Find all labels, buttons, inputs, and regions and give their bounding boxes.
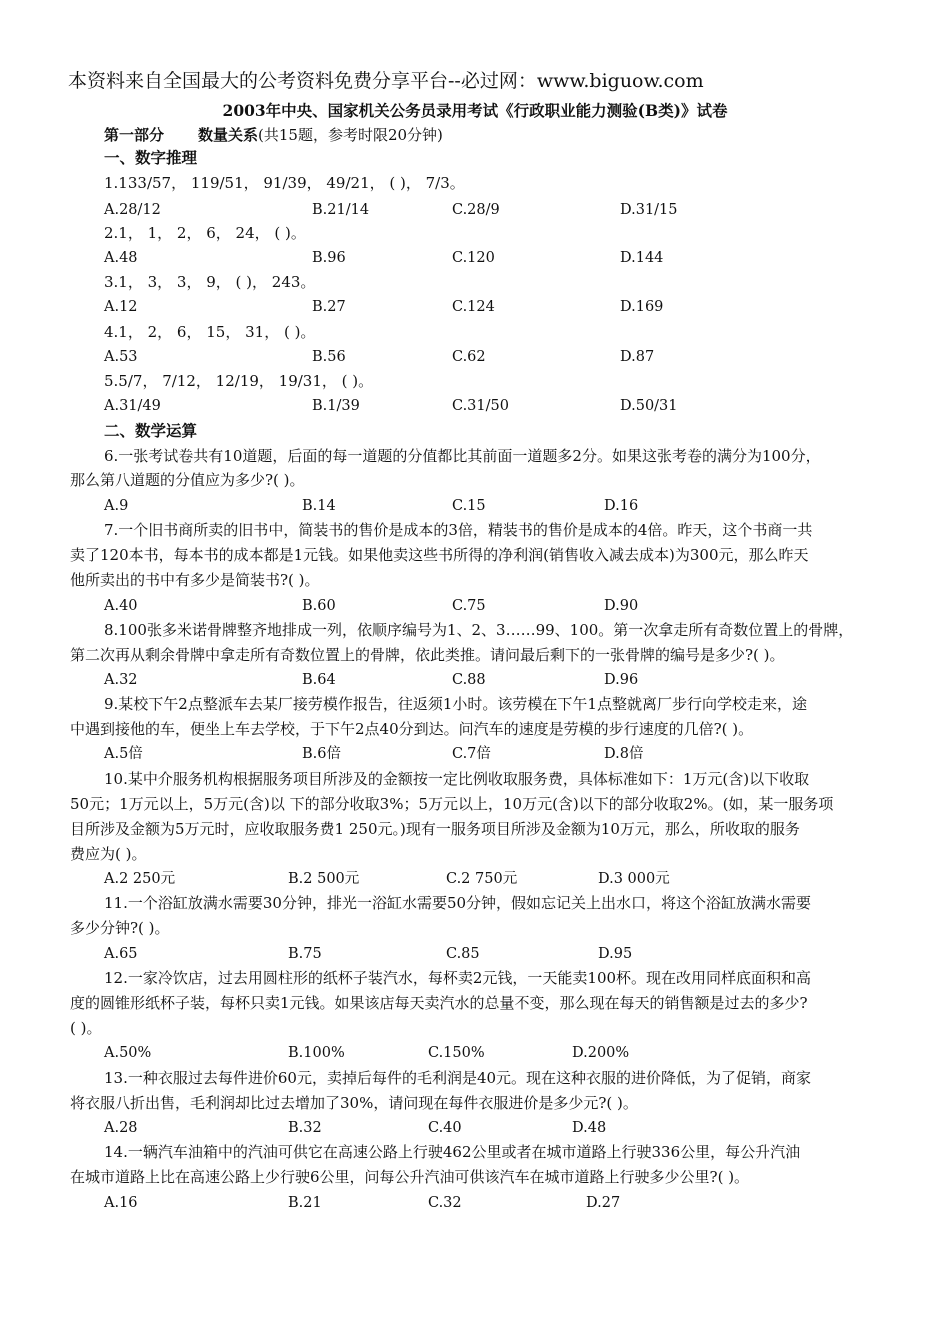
question-13-text-line: 将衣服八折出售，毛利润却比过去增加了30%，请问现在每件衣服进价是多少元?( )。 [70,1094,638,1112]
question-9-option-d: D.8倍 [604,746,644,762]
question-10-text-line: 费应为( )。 [70,845,147,863]
question-12-text-line: 度的圆锥形纸杯子装，每杯只卖1元钱。如果该店每天卖汽水的总量不变，那么现在每天的销售额是过去的多少? [70,994,808,1012]
question-2-option-a: A.48 [104,250,138,266]
question-11-option-a: A.65 [104,946,138,962]
question-2-option-b: B.96 [312,250,346,266]
question-6-text-line: 那么第八道题的分值应为多少?( )。 [70,471,305,489]
question-10-option-d: D.3 000元 [598,871,670,887]
question-10-text-line: 10.某中介服务机构根据服务项目所涉及的金额按一定比例收取服务费，具体标准如下：1万元(含)以下收取 [104,770,810,788]
question-8-option-d: D.96 [604,672,639,688]
question-11-text-line: 11.一个浴缸放满水需要30分钟，排光一浴缸水需要50分钟，假如忘记关上出水口，将这个浴缸放满水需要 [104,894,812,912]
question-3-option-a: A.12 [104,299,138,315]
question-9-text-line: 9.某校下午2点整派车去某厂接劳模作报告，往返须1小时。该劳模在下午1点整就离厂步行向学校走来，途 [104,695,807,713]
question-5-option-c: C.31/50 [452,398,509,414]
question-9-option-c: C.7倍 [452,746,491,762]
question-7-option-d: D.90 [604,598,639,614]
question-6-option-b: B.14 [302,498,336,514]
question-12-option-c: C.150% [428,1045,485,1061]
question-7-option-c: C.75 [452,598,486,614]
question-9-option-b: B.6倍 [302,746,341,762]
question-2-option-c: C.120 [452,250,495,266]
question-13-option-d: D.48 [572,1120,607,1136]
question-2-option-d: D.144 [620,250,664,266]
question-6-text-line: 6.一张考试卷共有10道题，后面的每一道题的分值都比其前面一道题多2分。如果这张考卷的满分为100分， [104,447,821,465]
question-7-text-line: 卖了120本书，每本书的成本都是1元钱。如果他卖这些书所得的净利润(销售收入减去成本)为300元，那么昨天 [70,546,809,564]
question-14-option-a: A.16 [104,1195,138,1211]
question-8-text-line: 8.100张多米诺骨牌整齐地排成一列，依顺序编号为1、2、3……99、100。第一次拿走所有奇数位置上的骨牌， [104,621,854,639]
question-12-text-line: ( )。 [70,1019,102,1037]
question-3-option-d: D.169 [620,299,664,315]
question-12-option-a: A.50% [104,1045,152,1061]
question-4-option-b: B.56 [312,349,346,365]
question-10-option-a: A.2 250元 [104,871,176,887]
question-3-text-line: 3.1， 3， 3， 9， ( )， 243。 [104,273,316,291]
question-5-option-b: B.1/39 [312,398,360,414]
question-9-text-line: 中遇到接他的车，便坐上车去学校，于下午2点40分到达。问汽车的速度是劳模的步行速度的几倍?( )。 [70,720,754,738]
question-8-option-c: C.88 [452,672,486,688]
question-1-option-a: A.28/12 [104,202,161,218]
question-2-text-line: 2.1， 1， 2， 6， 24， ( )。 [104,224,306,242]
question-13-option-b: B.32 [288,1120,322,1136]
question-8-text-line: 第二次再从剩余骨牌中拿走所有奇数位置上的骨牌，依此类推。请问最后剩下的一张骨牌的编号是多少?( )。 [70,646,785,664]
question-4-option-d: D.87 [620,349,655,365]
question-5-option-d: D.50/31 [620,398,678,414]
question-1-option-c: C.28/9 [452,202,500,218]
question-13-option-a: A.28 [104,1120,138,1136]
part-heading [104,125,443,145]
question-11-option-d: D.95 [598,946,633,962]
question-5-text-line: 5.5/7， 7/12， 12/19， 19/31， ( )。 [104,372,374,390]
question-7-text-line: 他所卖出的书中有多少是简装书?( )。 [70,571,320,589]
question-14-text-line: 14.一辆汽车油箱中的汽油可供它在高速公路上行驶462公里或者在城市道路上行驶336公里，每公升汽油 [104,1143,801,1161]
question-14-text-line: 在城市道路上比在高速公路上少行驶6公里，问每公升汽油可供该汽车在城市道路上行驶多少公里?( )。 [70,1168,750,1186]
question-1-option-b: B.21/14 [312,202,370,218]
question-4-text-line: 4.1， 2， 6， 15， 31， ( )。 [104,323,316,341]
question-9-option-a: A.5倍 [104,746,143,762]
question-12-option-b: B.100% [288,1045,345,1061]
question-13-text-line: 13.一种衣服过去每件进价60元，卖掉后每件的毛利润是40元。现在这种衣服的进价降低，为了促销，商家 [104,1069,812,1087]
part-note: (共15题，参考时限20分钟) [258,126,443,144]
question-6-option-c: C.15 [452,498,486,514]
question-11-option-b: B.75 [288,946,322,962]
source-header: 本资料来自全国最大的公考资料免费分享平台--必过网：www.biguow.com [68,70,704,92]
question-12-option-d: D.200% [572,1045,630,1061]
question-4-option-a: A.53 [104,349,138,365]
question-1-option-d: D.31/15 [620,202,678,218]
question-7-option-a: A.40 [104,598,138,614]
question-6-option-d: D.16 [604,498,639,514]
exam-title: 2003年中央、国家机关公务员录用考试《行政职业能力测验(B类)》试卷 [222,101,728,120]
question-8-option-a: A.32 [104,672,138,688]
question-14-option-c: C.32 [428,1195,462,1211]
question-1-text-line: 1.133/57， 119/51， 91/39， 49/21， ( )， 7/3。 [104,174,465,192]
question-14-option-d: D.27 [586,1195,621,1211]
question-14-option-b: B.21 [288,1195,322,1211]
section-heading-arithmetic: 二、数学运算 [104,421,198,440]
section-heading-number-series: 一、数字推理 [104,148,198,167]
question-10-option-b: B.2 500元 [288,871,360,887]
question-10-text-line: 目所涉及金额为5万元时，应收取服务费1 250元。)现有一服务项目所涉及金额为10万元，那么，所收取的服务 [70,820,800,838]
question-3-option-c: C.124 [452,299,495,315]
question-5-option-a: A.31/49 [104,398,161,414]
question-11-text-line: 多少分钟?( )。 [70,919,170,937]
question-13-option-c: C.40 [428,1120,462,1136]
question-7-text-line: 7.一个旧书商所卖的旧书中，简装书的售价是成本的3倍，精装书的售价是成本的4倍。昨天，这个书商一共 [104,521,813,539]
question-12-text-line: 12.一家冷饮店，过去用圆柱形的纸杯子装汽水，每杯卖2元钱，一天能卖100杯。现在改用同样底面积和高 [104,969,812,987]
question-8-option-b: B.64 [302,672,336,688]
question-4-option-c: C.62 [452,349,486,365]
question-3-option-b: B.27 [312,299,346,315]
question-7-option-b: B.60 [302,598,336,614]
question-6-option-a: A.9 [104,498,129,514]
part-subject: 数量关系 [198,126,259,144]
part-name: 第一部分 [104,126,165,144]
question-11-option-c: C.85 [446,946,480,962]
question-10-option-c: C.2 750元 [446,871,518,887]
question-10-text-line: 50元；1万元以上，5万元(含)以 下的部分收取3%；5万元以上，10万元(含)以下的部分收取2%。(如，某一服务项 [70,795,834,813]
